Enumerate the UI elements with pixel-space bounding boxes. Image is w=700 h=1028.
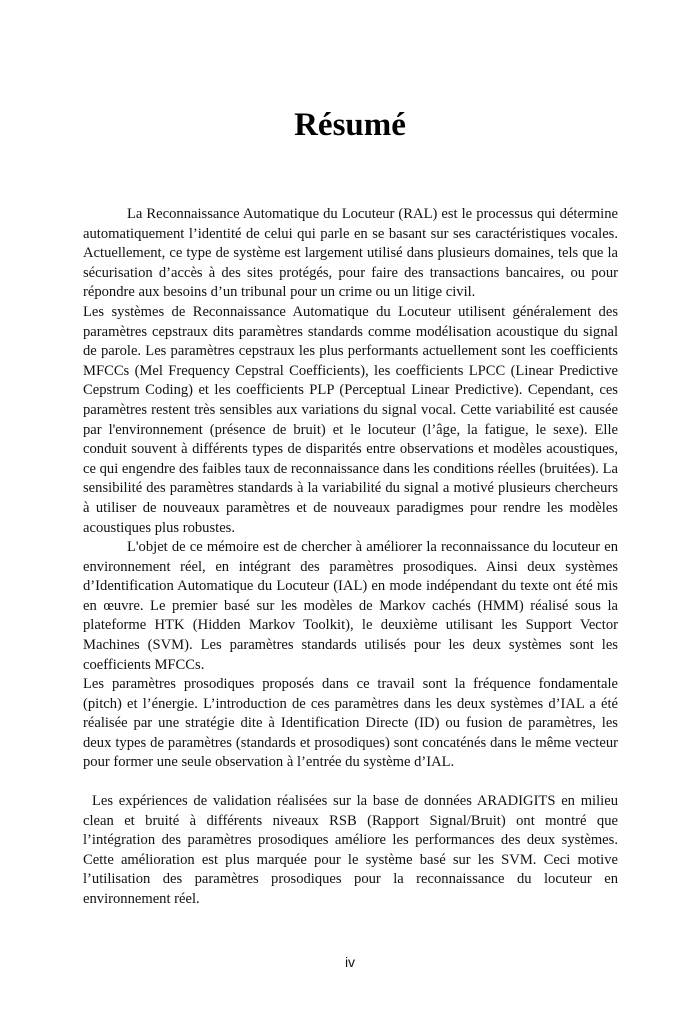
paragraph-standard-parameters: Les systèmes de Reconnaissance Automatique du Locuteur utilisent généralement des paramètres cepstraux dits paramètres standards comme modélisation acoustique du signal de parole. Les paramètres cepstraux les plus performants actuellement sont les coefficients MFCCs (Mel Frequency Cepstral Coefficients), les coefficients LPCC (Linear Predictive Cepstrum Coding) et les coefficients PLP (Perceptual Linear Predictive). Cependant, ces paramètres restent très sensibles aux variations du signal vocal. Cette variabilité est causée par l'environnement (présence de bruit) et le locuteur (l’âge, la fatigue, le sexe). Elle conduit souvent à différents types de disparités entre observations et modèles acoustiques, ce qui engendre des faibles taux de reconnaissance dans les conditions réelles (bruitées). La sensibilité des paramètres standards à la variabilité du signal a motivé plusieurs chercheurs à utiliser de nouveaux paramètres et de nouveaux paradigmes pour rendre les modèles acoustiques plus robustes. <box>83 304 618 536</box>
paragraph-prosodic-parameters: Les paramètres prosodiques proposés dans ce travail sont la fréquence fondamentale (pitch) et l’énergie. L’introduction de ces paramètres dans les deux systèmes d’IAL a été réalisée par une stratégie dite à Identification Directe (ID) ou fusion de paramètres, les deux types de paramètres (standards et prosodiques) sont concaténés dans le même vecteur pour former une seule observation à l’entrée du système d’IAL. <box>83 676 618 771</box>
paragraph-objective: L'objet de ce mémoire est de chercher à améliorer la reconnaissance du locuteur en environnement réel, en intégrant des paramètres prosodiques. Ainsi deux systèmes d’Identification Automatique du Locuteur (IAL) en mode indépendant du texte ont été mis en œuvre. Le premier basé sur les modèles de Markov cachés (HMM) réalisé sous la plateforme HTK (Hidden Markov Toolkit), le deuxième utilisant les Support Vector Machines (SVM). Les paramètres standards utilisés pour les deux systèmes sont les coefficients MFCCs. <box>83 539 618 673</box>
paragraph-intro: La Reconnaissance Automatique du Locuteur (RAL) est le processus qui détermine automatiquement l’identité de celui qui parle en se basant sur ses caractéristiques vocales. Actuellement, ce type de système est largement utilisé dans plusieurs domaines, tels que la sécurisation d’accès à des sites protégés, pour faire des transactions bancaires, ou pour répondre aux besoins d’un tribunal pour un crime ou un litige civil. <box>83 206 618 301</box>
page-number: iv <box>344 954 356 970</box>
paragraph-experiments: Les expériences de validation réalisées sur la base de données ARADIGITS en milieu clean et bruité à différents niveaux RSB (Rapport Signal/Bruit) ont montré que l’intégration des paramètres prosodiques améliore les performances des deux systèmes. Cette amélioration est plus marquée pour le système basé sur les SVM. Ceci motive l’utilisation des paramètres prosodiques pour la reconnaissance du locuteur en environnement réel. <box>83 793 618 907</box>
page-title: Résumé <box>294 107 406 143</box>
